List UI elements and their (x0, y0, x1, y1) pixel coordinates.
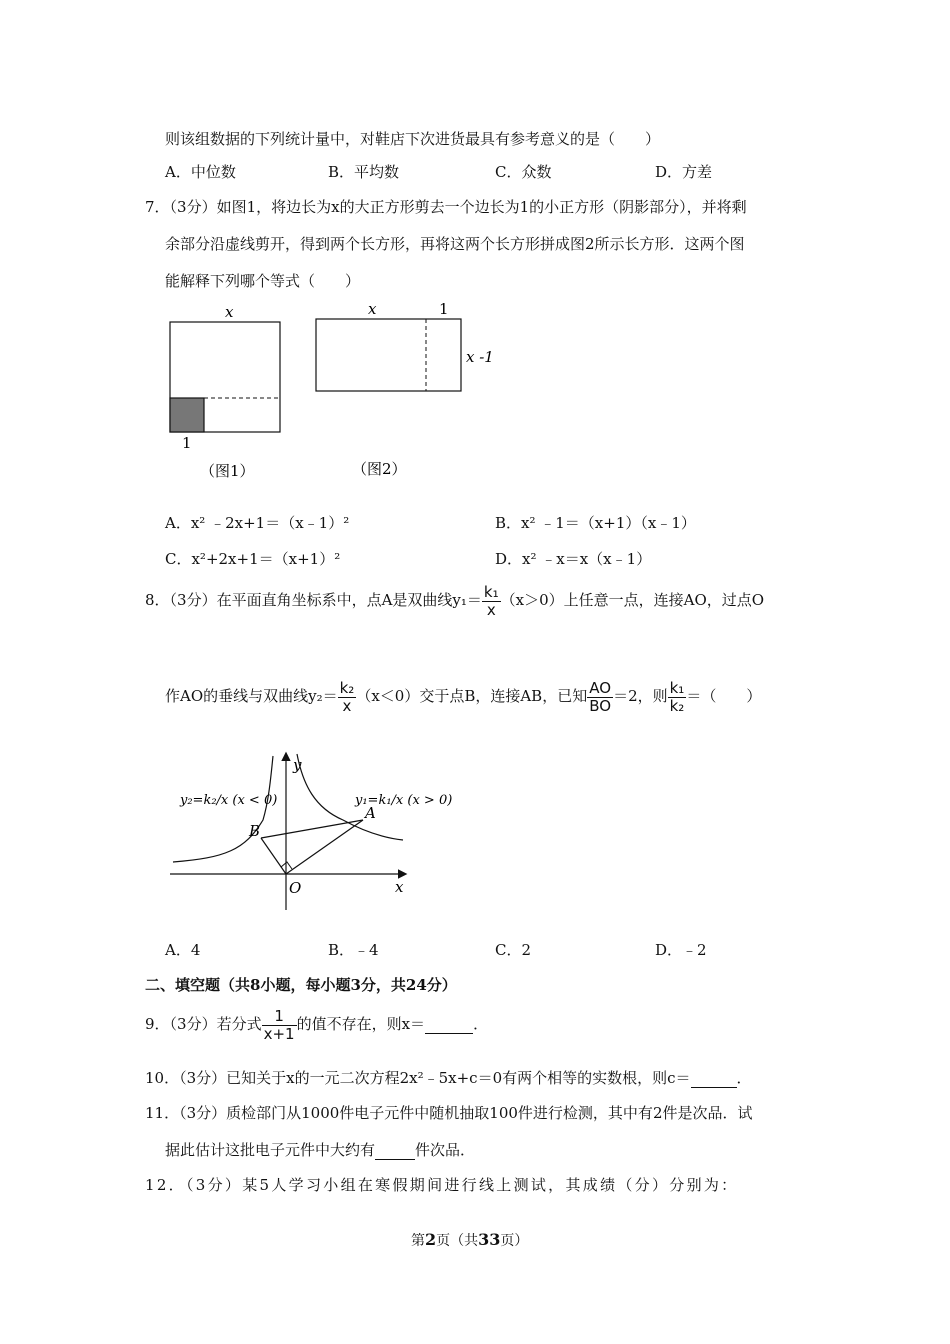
q8-option-d: D．﹣2 (655, 941, 707, 959)
q8-line2 (165, 680, 761, 714)
q11-line2-end: 件次品． (415, 1141, 476, 1159)
q8-frac2-den: x (342, 696, 352, 715)
q9-frac (262, 1008, 297, 1042)
q8-frac3-num: AO (587, 680, 613, 698)
fig2-rectangle (316, 319, 461, 391)
q6-option-d: D．方差 (655, 163, 713, 181)
curve-right-label: y₁=k₁/x (x > 0) (355, 793, 453, 808)
y-label: y (293, 756, 302, 774)
segment-ao (286, 820, 363, 874)
b-label: B (249, 822, 261, 840)
q7-line2: 余部分沿虚线剪开，得到两个长方形，再将这两个长方形拼成图2所示长方形．这两个图 (165, 235, 745, 253)
fig1-caption: （图1） (200, 462, 255, 480)
footer-b: 页（共 (436, 1233, 479, 1249)
a-label: A (365, 804, 376, 822)
fig1-top-label: x (225, 303, 234, 321)
q8-frac-k1-k2 (668, 680, 687, 714)
segment-ab (261, 820, 363, 838)
page-footer (411, 1230, 528, 1250)
q9-frac-num: 1 (262, 1008, 297, 1026)
section2-title: 二、填空题（共8小题，每小题3分，共24分） (145, 976, 457, 994)
q11-blank (375, 1141, 415, 1160)
q7-option-b: B．x² ﹣1＝（x+1）（x﹣1） (495, 514, 696, 532)
q8-frac4-num: k₁ (669, 679, 685, 697)
q7-option-d: D．x² ﹣x＝x（x﹣1） (495, 550, 652, 568)
q7-line3: 能解释下列哪个等式（ ） (165, 272, 361, 290)
q9-line (145, 1008, 488, 1042)
q7-option-c: C．x²+2x+1＝（x+1）² (165, 550, 341, 568)
q10-end: ． (736, 1069, 752, 1087)
q12-line1: 12．（3分）某5人学习小组在寒假期间进行线上测试，其成绩（分）分别为： (145, 1176, 739, 1194)
q8-option-b: B．﹣4 (328, 941, 379, 959)
q7-figures (160, 298, 520, 488)
q8-line1 (145, 584, 764, 618)
q9-a: 9．（3分）若分式 (145, 1015, 262, 1033)
q9-c: ． (473, 1015, 489, 1033)
x-label: x (395, 878, 404, 896)
q8-frac1-num: k₁ (483, 583, 499, 601)
q8-line2-a: 作AO的垂线与双曲线y₂＝ (165, 687, 338, 705)
q10-line (145, 1067, 752, 1088)
q8-frac4-den: k₂ (669, 696, 685, 715)
q8-frac2-num: k₂ (339, 679, 355, 697)
curve-left-label: y₂=k₂/x (x < 0) (180, 793, 278, 808)
footer-page-number: 2 (425, 1230, 437, 1249)
q8-line2-b: （x＜0）交于点B，连接AB，已知 (356, 687, 588, 705)
q11-line2-text: 据此估计这批电子元件中大约有 (165, 1141, 376, 1159)
q9-blank (425, 1015, 473, 1034)
q9-frac-den: x+1 (263, 1024, 295, 1043)
footer-total-pages: 33 (478, 1230, 501, 1249)
q8-frac3-den: BO (589, 696, 612, 715)
q8-line1-b: （x＞0）上任意一点，连接AO，过点O (500, 591, 765, 609)
footer-c: 页） (500, 1233, 529, 1249)
q10-text: 10．（3分）已知关于x的一元二次方程2x²﹣5x+c＝0有两个相等的实数根，则c＝ (145, 1069, 691, 1087)
q6-option-b: B．平均数 (328, 163, 400, 181)
segment-bo (261, 838, 286, 874)
q8-line2-d: ＝（ ） (686, 687, 762, 705)
fig1-corner-label: 1 (182, 434, 192, 452)
curve-left (173, 756, 273, 862)
q6-stem: 则该组数据的下列统计量中，对鞋店下次进货最具有参考意义的是（ ） (165, 130, 661, 148)
q6-option-a: A．中位数 (165, 163, 236, 181)
q9-b: 的值不存在，则x＝ (296, 1015, 426, 1033)
q8-frac-k2-x (338, 680, 357, 714)
o-label: O (289, 879, 302, 897)
q8-line2-c: ＝2，则 (613, 687, 668, 705)
footer-a: 第 (411, 1233, 425, 1249)
q7-line1: 7．（3分）如图1，将边长为x的大正方形剪去一个边长为1的小正方形（阴影部分），并将剩 (145, 198, 747, 216)
q7-option-a: A．x² ﹣2x+1＝（x﹣1）² (165, 514, 350, 532)
fig1-shaded-square (170, 398, 204, 432)
q8-option-c: C．2 (495, 941, 532, 959)
fig2-side-label: x -1 (466, 348, 494, 366)
q8-frac1-den: x (486, 600, 496, 619)
q6-option-c: C．众数 (495, 163, 552, 181)
q8-frac-ao-bo (587, 680, 613, 714)
fig2-caption: （图2） (352, 460, 407, 478)
q8-line1-a: 8．（3分）在平面直角坐标系中，点A是双曲线y₁＝ (145, 591, 482, 609)
q8-frac-k1-x (482, 584, 501, 618)
fig2-top-label-1: 1 (439, 300, 449, 318)
fig2-top-label-x: x (368, 300, 377, 318)
q8-option-a: A．4 (165, 941, 201, 959)
q11-line1: 11．（3分）质检部门从1000件电子元件中随机抽取100件进行检测，其中有2件是次品．试 (145, 1104, 753, 1122)
q10-blank (691, 1069, 737, 1088)
q8-graph (165, 750, 465, 915)
q11-line2 (165, 1139, 475, 1160)
